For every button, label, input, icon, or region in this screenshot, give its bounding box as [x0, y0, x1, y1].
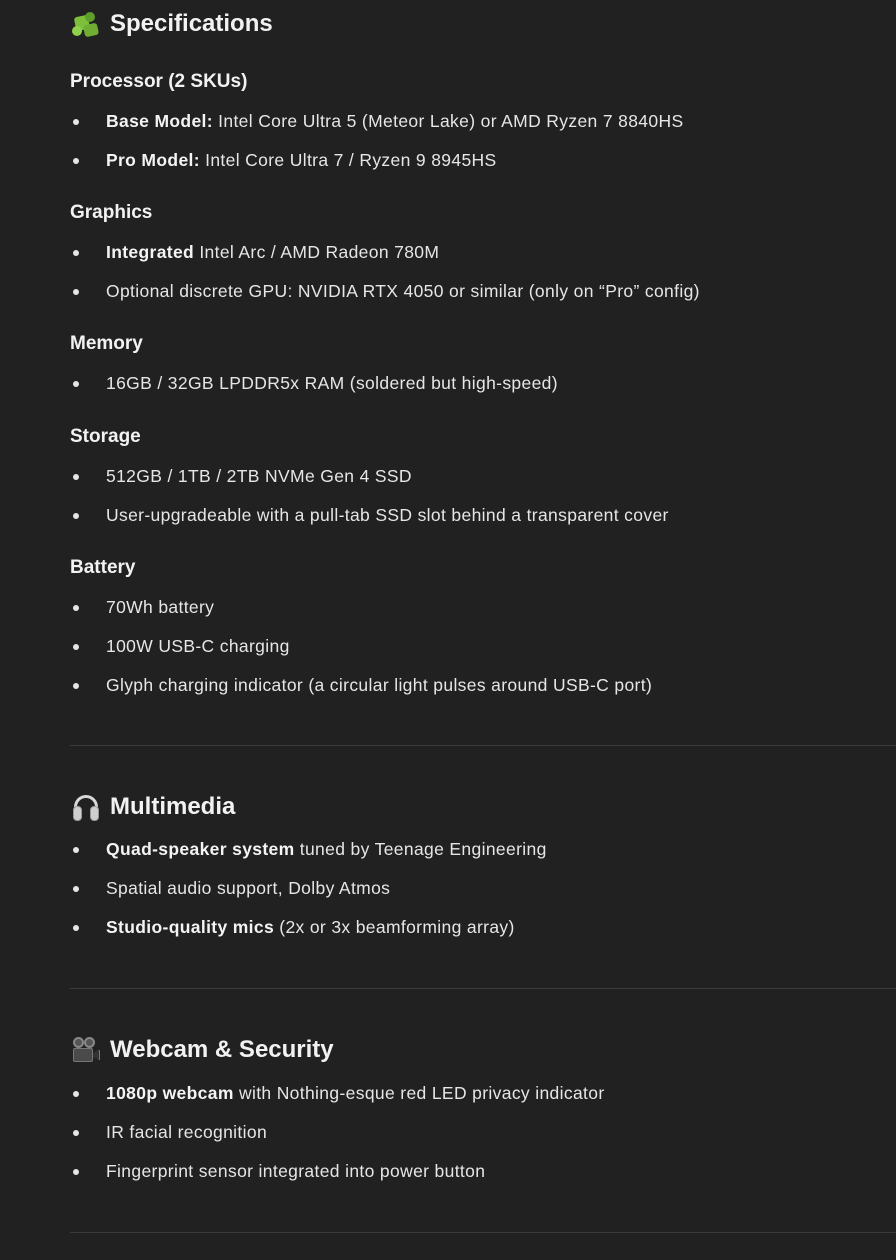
bold-label: Studio-quality mics — [106, 917, 275, 937]
list-item — [70, 908, 896, 947]
webcam-security-section — [70, 1030, 896, 1191]
item-text: 16GB / 32GB LPDDR5x RAM (soldered but high-speed) — [106, 373, 558, 393]
section-divider — [70, 988, 896, 989]
battery-list — [70, 588, 896, 705]
item-text: 70Wh battery — [106, 597, 215, 617]
list-item — [70, 496, 896, 535]
bullet-icon — [73, 158, 79, 164]
storage-list — [70, 457, 896, 535]
bullet-icon — [73, 513, 79, 519]
list-item — [70, 272, 896, 311]
bullet-icon — [73, 886, 79, 892]
list-item — [70, 627, 896, 666]
multimedia-heading — [70, 787, 896, 827]
list-item — [70, 830, 896, 869]
bullet-icon — [73, 925, 79, 931]
processor-heading: Processor (2 SKUs) — [70, 71, 248, 92]
multimedia-title: Multimedia — [110, 793, 236, 820]
bold-label: Integrated — [106, 242, 195, 262]
list-item — [70, 457, 896, 496]
list-item — [70, 1113, 896, 1152]
bullet-icon — [73, 644, 79, 650]
bullet-icon — [73, 289, 79, 295]
item-text: 100W USB-C charging — [106, 636, 290, 656]
puzzle-piece-icon — [70, 8, 102, 40]
specifications-section — [70, 4, 896, 705]
list-item — [70, 364, 896, 403]
bullet-icon — [73, 1130, 79, 1136]
webcam-security-list — [70, 1074, 896, 1191]
list-item — [70, 102, 896, 141]
bold-label: Pro Model: — [106, 150, 200, 170]
item-text: Intel Core Ultra 5 (Meteor Lake) or AMD Ryzen 7 8840HS — [212, 111, 684, 131]
bullet-icon — [73, 1169, 79, 1175]
storage-heading: Storage — [70, 426, 141, 447]
headphone-icon — [70, 791, 102, 823]
item-text: with Nothing-esque red LED privacy indicator — [233, 1083, 605, 1103]
graphics-list — [70, 233, 896, 311]
bullet-icon — [73, 474, 79, 480]
bullet-icon — [73, 119, 79, 125]
item-text: Intel Arc / AMD Radeon 780M — [194, 242, 440, 262]
bullet-icon — [73, 1091, 79, 1097]
item-text: 512GB / 1TB / 2TB NVMe Gen 4 SSD — [106, 466, 412, 486]
bold-label: Quad-speaker system — [106, 839, 295, 859]
bold-label: 1080p webcam — [106, 1083, 234, 1103]
item-text: Fingerprint sensor integrated into power button — [106, 1161, 486, 1181]
graphics-heading: Graphics — [70, 202, 153, 223]
memory-heading: Memory — [70, 333, 143, 354]
item-text: (2x or 3x beamforming array) — [274, 917, 515, 937]
list-item — [70, 666, 896, 705]
memory-list — [70, 364, 896, 403]
item-text: Intel Core Ultra 7 / Ryzen 9 8945HS — [199, 150, 497, 170]
item-text: tuned by Teenage Engineering — [294, 839, 547, 859]
battery-heading: Battery — [70, 557, 136, 578]
webcam-security-heading — [70, 1030, 896, 1070]
list-item — [70, 1152, 896, 1191]
list-item — [70, 233, 896, 272]
specifications-heading — [70, 4, 896, 44]
webcam-security-title: Webcam & Security — [110, 1036, 334, 1063]
item-text: Glyph charging indicator (a circular light pulses around USB-C port) — [106, 675, 653, 695]
movie-camera-icon — [70, 1034, 102, 1066]
list-item — [70, 141, 896, 180]
multimedia-list — [70, 830, 896, 947]
list-item — [70, 1074, 896, 1113]
bullet-icon — [73, 683, 79, 689]
specifications-title: Specifications — [110, 10, 273, 37]
item-text: Optional discrete GPU: NVIDIA RTX 4050 or similar (only on “Pro” config) — [106, 281, 700, 301]
list-item — [70, 588, 896, 627]
section-divider — [70, 1232, 896, 1233]
bullet-icon — [73, 847, 79, 853]
item-text: IR facial recognition — [106, 1122, 268, 1142]
bullet-icon — [73, 250, 79, 256]
bullet-icon — [73, 605, 79, 611]
item-text: User-upgradeable with a pull-tab SSD slot behind a transparent cover — [106, 505, 669, 525]
bullet-icon — [73, 381, 79, 387]
chat-message-content — [70, 0, 896, 1233]
multimedia-section — [70, 787, 896, 947]
item-text: Spatial audio support, Dolby Atmos — [106, 878, 391, 898]
list-item — [70, 869, 896, 908]
bold-label: Base Model: — [106, 111, 213, 131]
section-divider — [70, 745, 896, 746]
processor-list — [70, 102, 896, 180]
